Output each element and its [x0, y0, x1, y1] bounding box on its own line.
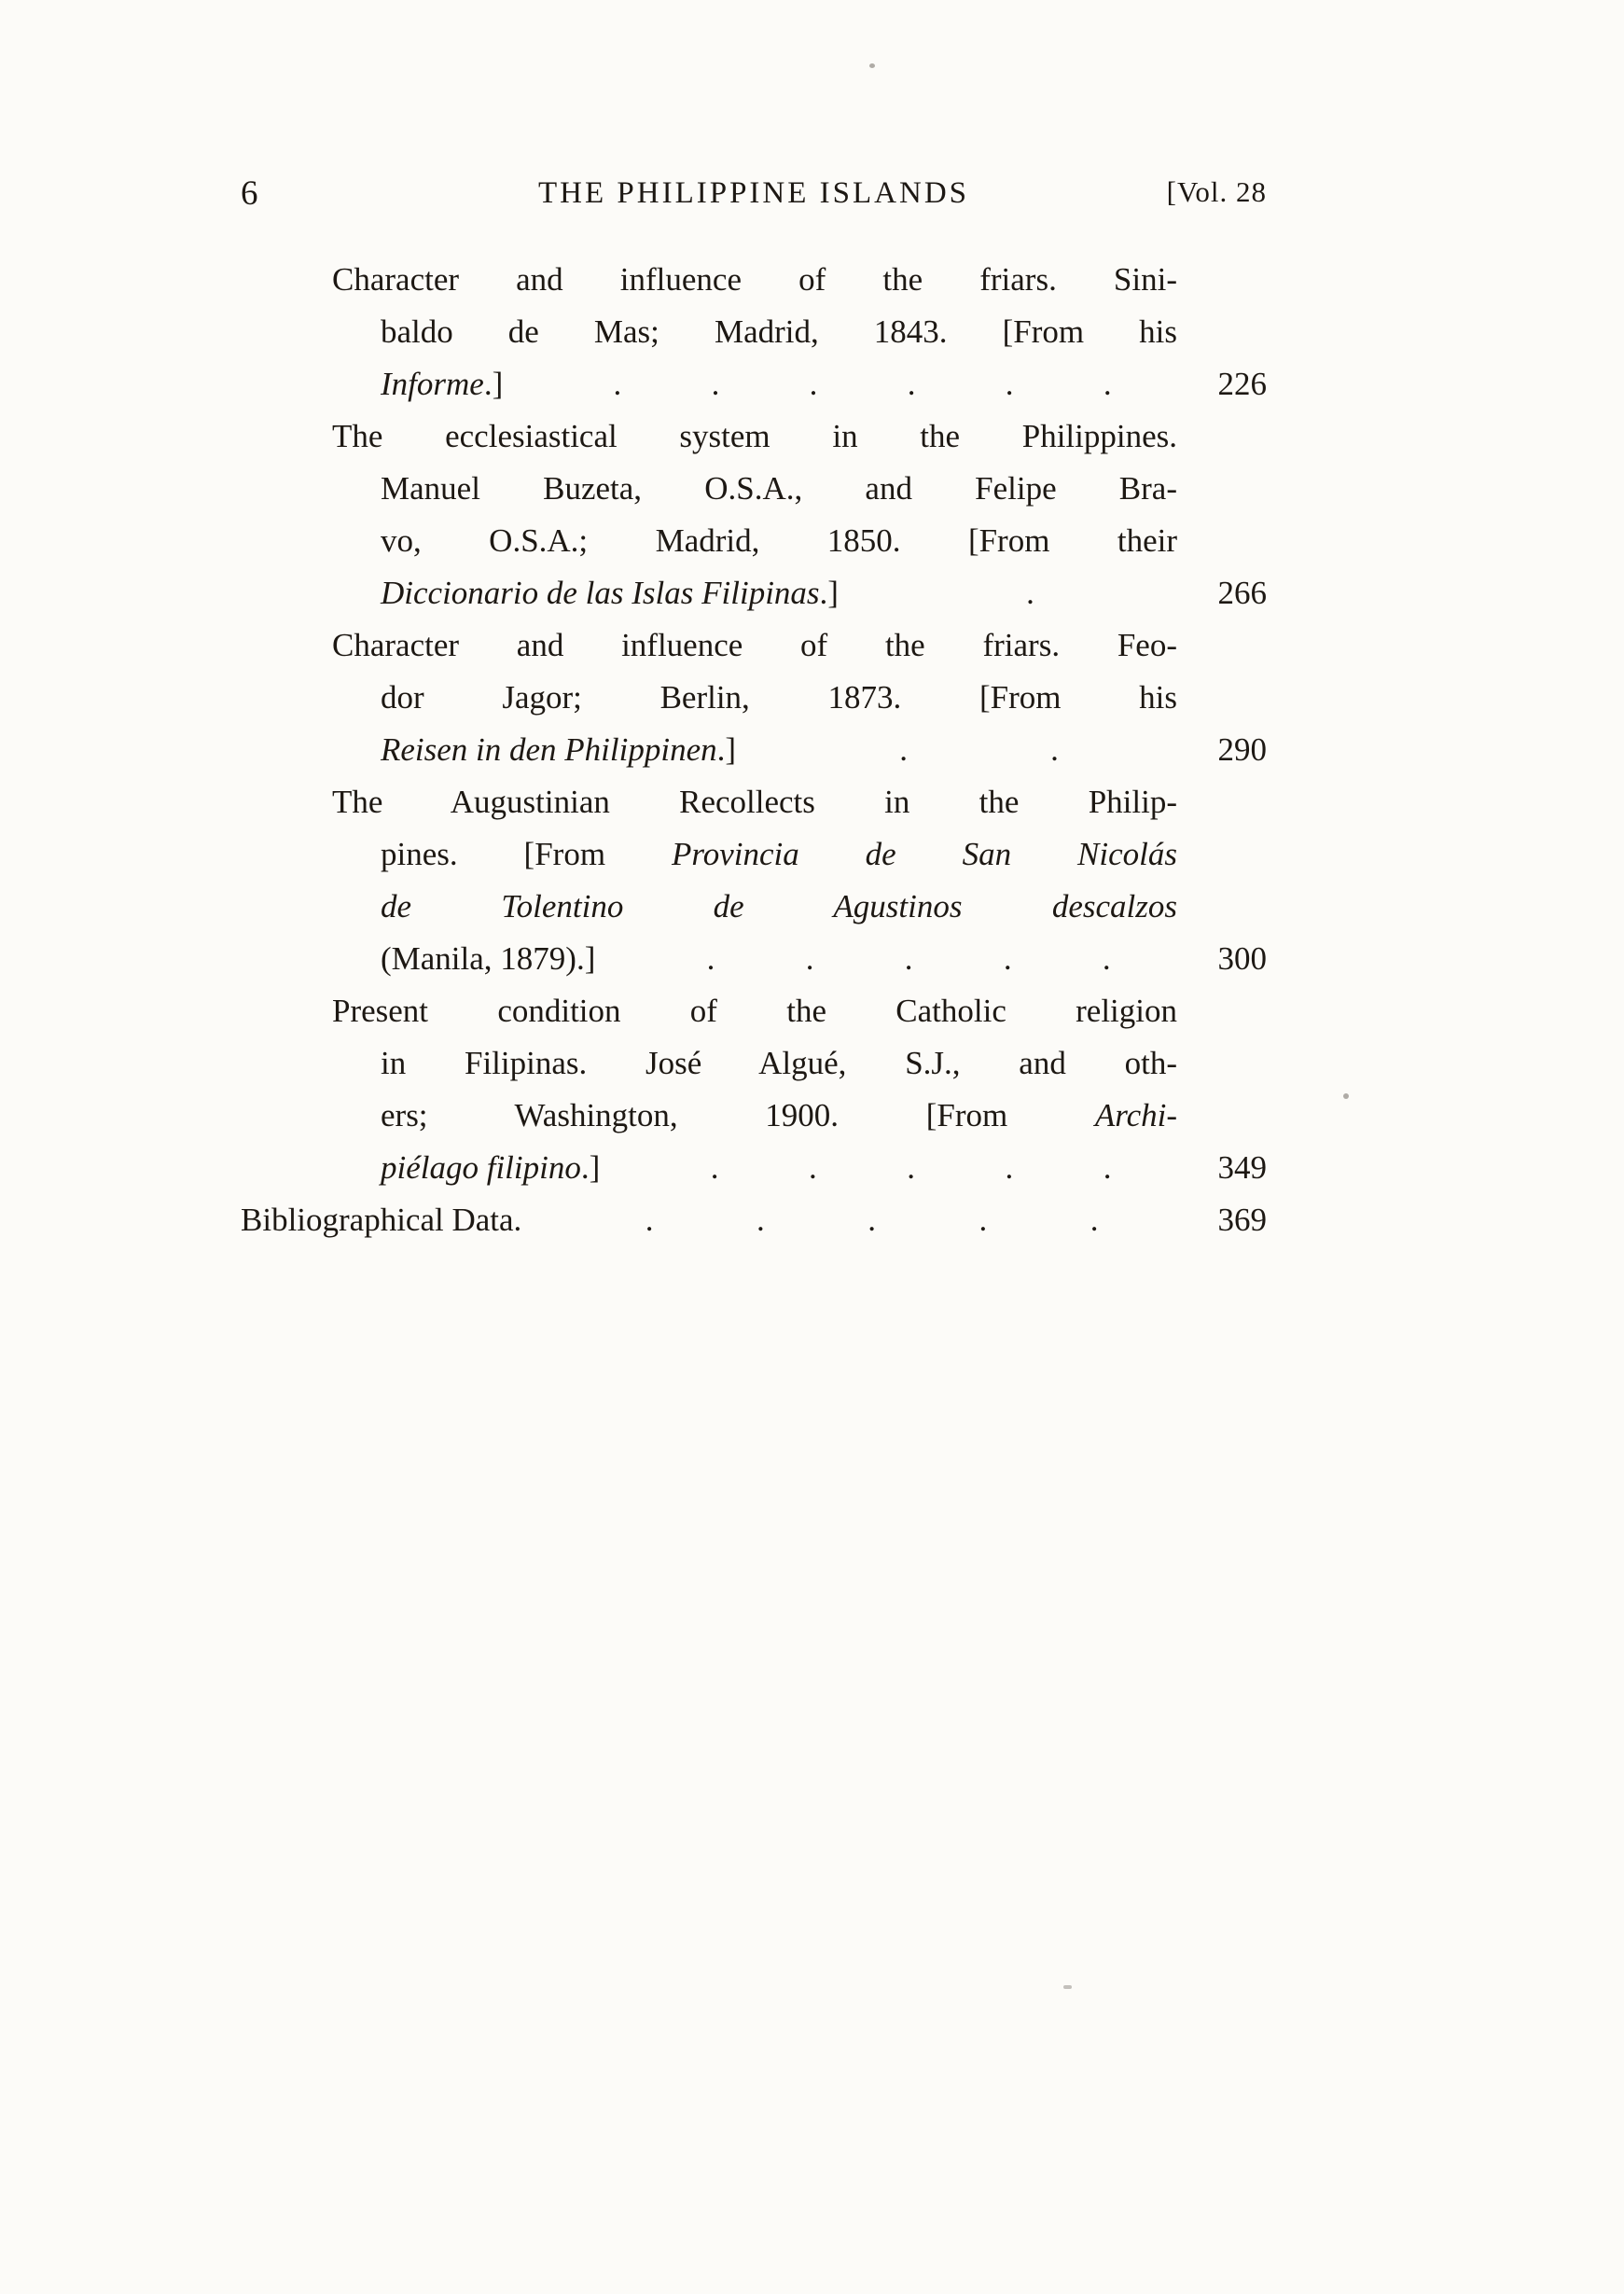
toc-line [332, 254, 1177, 306]
toc-line [381, 463, 1177, 515]
toc-line [241, 724, 1267, 776]
toc-entry-text: Diccionario de las Islas Filipinas.] [381, 575, 839, 611]
toc-line [332, 985, 1177, 1037]
toc-entry-text: dor Jagor; Berlin, 1873. [From his [381, 679, 1177, 716]
toc-page-number: 349 [1217, 1149, 1267, 1186]
leader-dots: . . . . . [710, 1149, 1112, 1186]
toc-entry-text: Reisen in den Philippinen.] [381, 731, 737, 768]
toc-entry-text: vo, O.S.A.; Madrid, 1850. [From their [381, 522, 1177, 559]
toc-entry-text: Present condition of the Catholic religion [332, 993, 1177, 1029]
toc-entry-text: ers; Washington, 1900. [From Archi- [381, 1097, 1177, 1133]
toc-line [381, 515, 1177, 567]
leader-dots: . . [899, 731, 1059, 768]
toc-page-number: 369 [1217, 1202, 1267, 1238]
scan-artifact [869, 63, 875, 68]
toc-page-number: 300 [1217, 940, 1267, 977]
leader-dots: . . . . . [706, 940, 1111, 977]
toc-entry-text: The ecclesiastical system in the Philippines. [332, 418, 1177, 454]
toc-entry-text: baldo de Mas; Madrid, 1843. [From his [381, 313, 1177, 350]
toc-line [332, 776, 1177, 828]
toc-entry-text: Manuel Buzeta, O.S.A., and Felipe Bra- [381, 470, 1177, 507]
toc-page-number: 226 [1217, 366, 1267, 402]
toc-entry-text: The Augustinian Recollects in the Philip- [332, 784, 1177, 820]
page-number: 6 [241, 174, 258, 213]
toc-entry-text: in Filipinas. José Algué, S.J., and oth- [381, 1045, 1177, 1081]
toc-line [381, 1037, 1177, 1090]
toc-entry-text: Character and influence of the friars. Sini- [332, 261, 1177, 298]
volume-label: [Vol. 28 [1166, 175, 1267, 208]
toc-line [241, 1194, 1267, 1246]
toc-entry-text: Bibliographical Data. [241, 1202, 522, 1238]
leader-dots: . . . . . [645, 1202, 1099, 1238]
toc-list [241, 254, 1267, 1246]
leader-dots: . . . . . . [613, 366, 1112, 402]
toc-line [381, 881, 1177, 933]
toc-entry-text: pines. [From Provincia de San Nicolás [381, 836, 1177, 872]
running-title: THE PHILIPPINE ISLANDS [538, 176, 969, 210]
toc-line [332, 410, 1177, 463]
toc-line [241, 358, 1267, 410]
running-header [241, 174, 1267, 220]
toc-page-number: 266 [1217, 575, 1267, 611]
toc-entry-text: (Manila, 1879).] [381, 940, 596, 977]
scan-artifact [1343, 1093, 1349, 1099]
toc-line [381, 306, 1177, 358]
leader-dots: . [1026, 575, 1034, 611]
toc-line [241, 1142, 1267, 1194]
toc-page-number: 290 [1217, 731, 1267, 768]
toc-entry-text: Character and influence of the friars. Feo- [332, 627, 1177, 663]
toc-line [241, 567, 1267, 619]
toc-entry-text: piélago filipino.] [381, 1149, 601, 1186]
toc-line [381, 672, 1177, 724]
toc-entry-text: de Tolentino de Agustinos descalzos [381, 888, 1177, 925]
toc-entry-text: Informe.] [381, 366, 504, 402]
toc-line [241, 933, 1267, 985]
toc-line [332, 619, 1177, 672]
toc-line [381, 828, 1177, 881]
toc-line [381, 1090, 1177, 1142]
scan-artifact [1063, 1985, 1072, 1989]
